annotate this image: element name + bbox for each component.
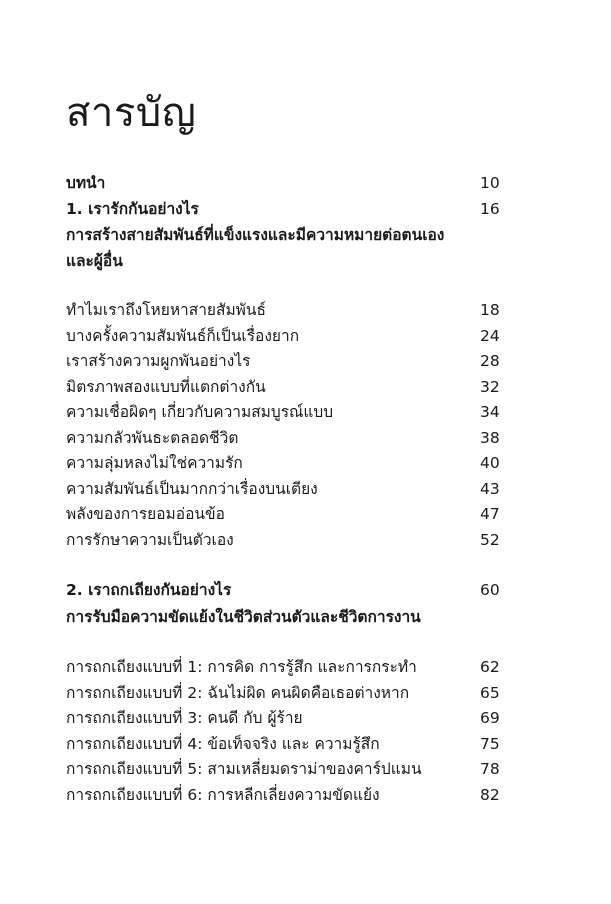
entry-page: 18 [480,301,500,319]
toc-entry[interactable] [66,451,506,477]
toc-entry[interactable] [66,706,506,732]
chapter2-subtitle: การรับมือความขัดแย้งในชีวิตส่วนตัวและชีวิตการงาน [66,607,421,626]
entry-page: 47 [480,505,500,523]
entry-label: การถกเถียงแบบที่ 6: การหลีกเลี่ยงความขัดแย้ง [66,785,380,804]
entry-label: มิตรภาพสองแบบที่แตกต่างกัน [66,377,266,396]
entry-label: บางครั้งความสัมพันธ์ก็เป็นเรื่องยาก [66,326,300,345]
toc-entry-intro[interactable] [66,171,506,197]
chapter2-entries [66,655,506,808]
entry-page: 75 [480,734,500,753]
chapter-heading: 2. เราถกเถียงกันอย่างไร [66,581,232,599]
entry-label: บทนำ [66,174,106,192]
entry-page: 34 [480,403,500,421]
entry-label: ทำไมเราถึงโหยหาสายสัมพันธ์ [66,301,266,319]
entry-label: พลังของการยอมอ่อนข้อ [66,505,225,523]
entry-label: การถกเถียงแบบที่ 4: ข้อเท็จจริง และ ความรู้สึก [66,734,380,753]
entry-page: 32 [480,377,500,396]
entry-page: 16 [480,199,500,218]
chapter1-heading-row[interactable] [66,197,506,223]
entry-page: 62 [480,658,500,676]
entry-label: เราสร้างความผูกพันอย่างไร [66,352,251,370]
entry-page: 69 [480,709,500,727]
entry-page: 65 [480,683,500,702]
entry-page: 82 [480,785,500,804]
entry-page: 43 [480,479,500,498]
entry-page: 24 [480,326,500,345]
chapter-heading: 1. เรารักกันอย่างไร [66,199,199,218]
toc-entry[interactable] [66,477,506,503]
toc-entry[interactable] [66,681,506,707]
entry-page: 38 [480,428,500,447]
entry-label: ความเชื่อผิดๆ เกี่ยวกับความสมบูรณ์แบบ [66,403,334,421]
entry-label: การถกเถียงแบบที่ 2: ฉันไม่ผิด คนผิดคือเธอต่างหาก [66,683,410,702]
entry-label: ความกลัวพันธะตลอดชีวิต [66,428,239,447]
chapter1-header-block [66,171,506,274]
subtitle-line: การสร้างสายสัมพันธ์ที่แข็งแรงและมีความหมายต่อตนเอง [66,226,445,244]
entry-label: การรักษาความเป็นตัวเอง [66,530,234,549]
toc-entry[interactable] [66,655,506,681]
toc-entry[interactable] [66,298,506,324]
entry-page: 52 [480,530,500,549]
entry-page: 78 [480,760,500,778]
entry-page: 40 [480,454,500,472]
chapter2-heading-row[interactable] [66,578,506,604]
entry-page: 10 [480,174,500,192]
entry-page: 28 [480,352,500,370]
toc-entry[interactable] [66,324,506,350]
chapter1-entries [66,298,506,553]
toc-entry[interactable] [66,732,506,758]
entry-page: 60 [480,581,500,599]
entry-label: ความสัมพันธ์เป็นมากกว่าเรื่องบนเตียง [66,479,318,498]
toc-entry[interactable] [66,502,506,528]
entry-label: การถกเถียงแบบที่ 5: สามเหลี่ยมดราม่าของคาร์ปแมน [66,760,422,778]
toc-entry[interactable] [66,757,506,783]
page-title: สารบัญ [66,90,197,136]
toc-entry[interactable] [66,783,506,809]
entry-label: การถกเถียงแบบที่ 1: การคิด การรู้สึก และการกระทำ [66,658,417,676]
chapter1-subtitle [66,222,466,274]
entry-label: ความลุ่มหลงไม่ใช่ความรัก [66,454,243,472]
toc-entry[interactable] [66,528,506,554]
toc-entry[interactable] [66,426,506,452]
toc-entry[interactable] [66,375,506,401]
subtitle-line: และผู้อื่น [66,252,123,270]
entry-label: การถกเถียงแบบที่ 3: คนดี กับ ผู้ร้าย [66,709,303,727]
chapter2-header-block [66,578,506,630]
toc-entry[interactable] [66,349,506,375]
toc-entry[interactable] [66,400,506,426]
